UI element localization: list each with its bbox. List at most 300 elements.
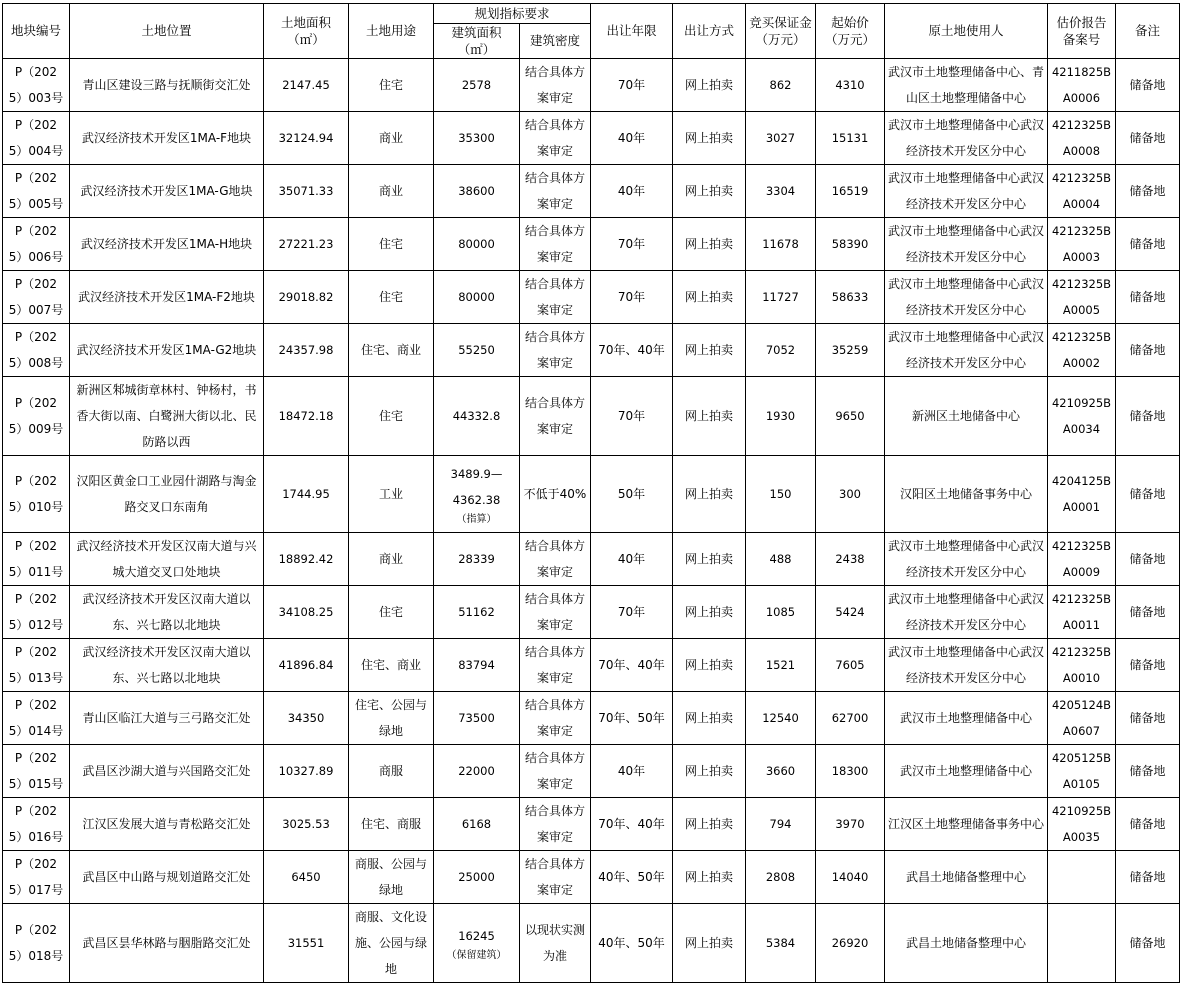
header-land-area-label: 土地面积 <box>280 15 331 30</box>
start-price-cell: 4310 <box>816 59 885 112</box>
parcel-no-cell <box>3 692 70 745</box>
build-area-value: 2578 <box>461 78 492 92</box>
parcel-no-line1: P（202 <box>14 171 58 185</box>
parcel-no-line1: P（202 <box>14 645 58 659</box>
original-user-cell: 新洲区土地储备中心 <box>885 377 1048 456</box>
density-cell: 结合具体方案审定 <box>520 851 591 904</box>
land-area-cell: 35071.33 <box>264 165 349 218</box>
parcel-no-cell <box>3 639 70 692</box>
parcel-no-cell <box>3 851 70 904</box>
parcel-no-cell <box>3 533 70 586</box>
header-deposit-unit: （万元） <box>755 32 806 47</box>
remark-cell: 储备地 <box>1116 692 1180 745</box>
remark-cell: 储备地 <box>1116 456 1180 533</box>
table-row <box>3 639 1180 692</box>
parcel-no-line1: P（202 <box>14 698 58 712</box>
report-no-cell <box>1048 586 1116 639</box>
report-no-line1: 4212325B <box>1051 171 1112 185</box>
method-cell: 网上拍卖 <box>673 165 746 218</box>
density-cell: 结合具体方案审定 <box>520 271 591 324</box>
header-start-price-label: 起始价 <box>831 15 869 30</box>
location-cell: 武汉经济技术开发区汉南大道以东、兴七路以北地块 <box>70 586 264 639</box>
remark-cell: 储备地 <box>1116 904 1180 983</box>
parcel-no-line1: P（202 <box>14 539 58 553</box>
table-row <box>3 798 1180 851</box>
report-no-line1: 4210925B <box>1051 804 1112 818</box>
parcel-no-line1: P（202 <box>14 330 58 344</box>
deposit-cell: 794 <box>746 798 816 851</box>
location-cell: 武汉经济技术开发区1MA-G2地块 <box>70 324 264 377</box>
parcel-no-cell <box>3 456 70 533</box>
remark-cell: 储备地 <box>1116 59 1180 112</box>
density-cell: 不低于40% <box>520 456 591 533</box>
parcel-no-line1: P（202 <box>14 224 58 238</box>
build-area-value: 55250 <box>458 343 495 357</box>
density-cell: 结合具体方案审定 <box>520 798 591 851</box>
deposit-cell: 7052 <box>746 324 816 377</box>
build-area-cell <box>434 904 520 983</box>
parcel-no-cell <box>3 165 70 218</box>
table-row <box>3 59 1180 112</box>
location-cell: 武昌区昙华林路与胭脂路交汇处 <box>70 904 264 983</box>
build-area-value: 3489.9—4362.38 <box>450 467 503 507</box>
term-cell: 40年 <box>591 112 673 165</box>
deposit-cell: 12540 <box>746 692 816 745</box>
land-auction-table-wrapper <box>2 3 1180 983</box>
land-area-cell: 10327.89 <box>264 745 349 798</box>
original-user-cell: 武汉市土地整理储备中心武汉经济技术开发区分中心 <box>885 165 1048 218</box>
land-auction-table <box>2 3 1180 983</box>
report-no-cell <box>1048 112 1116 165</box>
term-cell: 70年 <box>591 586 673 639</box>
term-cell: 70年、40年 <box>591 639 673 692</box>
land-use-cell: 商业 <box>349 112 434 165</box>
parcel-no-cell <box>3 904 70 983</box>
land-use-cell: 商服、文化设施、公园与绿地 <box>349 904 434 983</box>
build-area-value: 73500 <box>458 711 495 725</box>
density-cell: 结合具体方案审定 <box>520 377 591 456</box>
original-user-cell: 武汉市土地整理储备中心武汉经济技术开发区分中心 <box>885 533 1048 586</box>
parcel-no-cell <box>3 218 70 271</box>
header-start-price <box>816 4 885 59</box>
report-no-line2: A0011 <box>1062 618 1101 632</box>
density-cell: 结合具体方案审定 <box>520 59 591 112</box>
header-build-area-label: 建筑面积 <box>451 25 502 40</box>
remark-cell: 储备地 <box>1116 745 1180 798</box>
original-user-cell: 武汉市土地整理储备中心武汉经济技术开发区分中心 <box>885 112 1048 165</box>
start-price-cell: 16519 <box>816 165 885 218</box>
header-term: 出让年限 <box>591 4 673 59</box>
build-area-cell <box>434 112 520 165</box>
report-no-line2: A0005 <box>1062 303 1101 317</box>
start-price-cell: 5424 <box>816 586 885 639</box>
method-cell: 网上拍卖 <box>673 218 746 271</box>
table-row <box>3 324 1180 377</box>
parcel-no-cell <box>3 745 70 798</box>
report-no-line2: A0035 <box>1062 830 1101 844</box>
deposit-cell: 488 <box>746 533 816 586</box>
remark-cell: 储备地 <box>1116 533 1180 586</box>
original-user-cell: 武汉市土地整理储备中心武汉经济技术开发区分中心 <box>885 639 1048 692</box>
build-area-value: 44332.8 <box>452 409 501 423</box>
parcel-no-line2: 5）017号 <box>8 883 64 897</box>
land-area-cell: 32124.94 <box>264 112 349 165</box>
report-no-line1: 4212325B <box>1051 539 1112 553</box>
land-area-cell: 18892.42 <box>264 533 349 586</box>
build-area-value: 80000 <box>458 290 495 304</box>
land-use-cell: 商业 <box>349 533 434 586</box>
header-deposit <box>746 4 816 59</box>
location-cell: 武汉经济技术开发区汉南大道与兴城大道交叉口处地块 <box>70 533 264 586</box>
build-area-cell <box>434 218 520 271</box>
remark-cell: 储备地 <box>1116 324 1180 377</box>
original-user-cell: 武汉市土地整理储备中心武汉经济技术开发区分中心 <box>885 271 1048 324</box>
density-cell: 结合具体方案审定 <box>520 218 591 271</box>
header-deposit-label: 竞买保证金 <box>749 15 812 30</box>
header-build-area-unit: （㎡） <box>457 42 496 57</box>
deposit-cell: 150 <box>746 456 816 533</box>
land-use-cell: 住宅、公园与绿地 <box>349 692 434 745</box>
parcel-no-line2: 5）012号 <box>8 618 64 632</box>
table-row <box>3 456 1180 533</box>
land-use-cell: 住宅 <box>349 271 434 324</box>
land-use-cell: 住宅、商业 <box>349 324 434 377</box>
remark-cell: 储备地 <box>1116 218 1180 271</box>
start-price-cell: 58633 <box>816 271 885 324</box>
deposit-cell: 1930 <box>746 377 816 456</box>
header-remark: 备注 <box>1116 4 1180 59</box>
land-area-cell: 24357.98 <box>264 324 349 377</box>
land-use-cell: 住宅 <box>349 586 434 639</box>
report-no-line1: 4212325B <box>1051 224 1112 238</box>
land-use-cell: 工业 <box>349 456 434 533</box>
table-row <box>3 745 1180 798</box>
report-no-cell <box>1048 798 1116 851</box>
report-no-cell <box>1048 324 1116 377</box>
header-build-density: 建筑密度 <box>520 24 591 59</box>
report-no-cell <box>1048 218 1116 271</box>
location-cell: 武汉经济技术开发区1MA-F地块 <box>70 112 264 165</box>
location-cell: 武汉经济技术开发区汉南大道以东、兴七路以北地块 <box>70 639 264 692</box>
deposit-cell: 1521 <box>746 639 816 692</box>
method-cell: 网上拍卖 <box>673 533 746 586</box>
method-cell: 网上拍卖 <box>673 271 746 324</box>
term-cell: 50年 <box>591 456 673 533</box>
term-cell: 40年 <box>591 165 673 218</box>
build-area-cell <box>434 798 520 851</box>
term-cell: 70年、40年 <box>591 798 673 851</box>
land-use-cell: 住宅 <box>349 377 434 456</box>
parcel-no-line1: P（202 <box>14 923 58 937</box>
report-no-cell <box>1048 745 1116 798</box>
build-area-value: 25000 <box>458 870 495 884</box>
location-cell: 江汉区发展大道与青松路交汇处 <box>70 798 264 851</box>
method-cell: 网上拍卖 <box>673 586 746 639</box>
method-cell: 网上拍卖 <box>673 851 746 904</box>
parcel-no-line2: 5）016号 <box>8 830 64 844</box>
header-original-user: 原土地使用人 <box>885 4 1048 59</box>
original-user-cell: 汉阳区土地储备事务中心 <box>885 456 1048 533</box>
report-no-line2: A0010 <box>1062 671 1101 685</box>
term-cell: 40年 <box>591 745 673 798</box>
location-cell: 新洲区邾城街章林村、钟杨村，书香大街以南、白鹭洲大街以北、民防路以西 <box>70 377 264 456</box>
land-area-cell: 34350 <box>264 692 349 745</box>
build-area-cell <box>434 533 520 586</box>
header-report-no-line2: 备案号 <box>1062 32 1101 47</box>
report-no-line1: 4205124B <box>1051 698 1112 712</box>
remark-cell: 储备地 <box>1116 377 1180 456</box>
density-cell: 结合具体方案审定 <box>520 112 591 165</box>
start-price-cell: 14040 <box>816 851 885 904</box>
report-no-line1: 4212325B <box>1051 118 1112 132</box>
deposit-cell: 3304 <box>746 165 816 218</box>
parcel-no-line2: 5）014号 <box>8 724 64 738</box>
land-use-cell: 住宅 <box>349 59 434 112</box>
density-cell: 以现状实测为准 <box>520 904 591 983</box>
header-land-area-unit: （㎡） <box>287 32 325 47</box>
parcel-no-line2: 5）003号 <box>8 91 64 105</box>
deposit-cell: 1085 <box>746 586 816 639</box>
report-no-line2: A0002 <box>1062 356 1101 370</box>
parcel-no-line2: 5）010号 <box>8 500 64 514</box>
term-cell: 40年、50年 <box>591 904 673 983</box>
land-area-cell: 18472.18 <box>264 377 349 456</box>
location-cell: 武汉经济技术开发区1MA-F2地块 <box>70 271 264 324</box>
table-row <box>3 586 1180 639</box>
table-row <box>3 271 1180 324</box>
start-price-cell: 2438 <box>816 533 885 586</box>
density-cell: 结合具体方案审定 <box>520 639 591 692</box>
parcel-no-line1: P（202 <box>14 804 58 818</box>
report-no-cell <box>1048 692 1116 745</box>
parcel-no-line1: P（202 <box>14 474 58 488</box>
term-cell: 40年 <box>591 533 673 586</box>
start-price-cell: 300 <box>816 456 885 533</box>
land-area-cell: 27221.23 <box>264 218 349 271</box>
report-no-cell <box>1048 456 1116 533</box>
parcel-no-line1: P（202 <box>14 751 58 765</box>
report-no-line2: A0004 <box>1062 197 1101 211</box>
location-cell: 青山区建设三路与抚顺街交汇处 <box>70 59 264 112</box>
parcel-no-line2: 5）013号 <box>8 671 64 685</box>
report-no-cell <box>1048 377 1116 456</box>
method-cell: 网上拍卖 <box>673 639 746 692</box>
parcel-no-cell <box>3 324 70 377</box>
table-row <box>3 112 1180 165</box>
original-user-cell: 武汉市土地整理储备中心武汉经济技术开发区分中心 <box>885 218 1048 271</box>
header-parcel-no: 地块编号 <box>3 4 70 59</box>
parcel-no-line1: P（202 <box>14 857 58 871</box>
header-location: 土地位置 <box>70 4 264 59</box>
header-row-1 <box>3 4 1180 24</box>
land-use-cell: 住宅 <box>349 218 434 271</box>
header-build-area <box>434 24 520 59</box>
table-row <box>3 851 1180 904</box>
build-area-cell <box>434 639 520 692</box>
table-row <box>3 165 1180 218</box>
deposit-cell: 11727 <box>746 271 816 324</box>
remark-cell: 储备地 <box>1116 798 1180 851</box>
location-cell: 武汉经济技术开发区1MA-G地块 <box>70 165 264 218</box>
build-area-cell <box>434 586 520 639</box>
start-price-cell: 3970 <box>816 798 885 851</box>
parcel-no-line2: 5）006号 <box>8 250 64 264</box>
land-use-cell: 住宅、商业 <box>349 639 434 692</box>
parcel-no-line2: 5）005号 <box>8 197 64 211</box>
start-price-cell: 15131 <box>816 112 885 165</box>
method-cell: 网上拍卖 <box>673 377 746 456</box>
original-user-cell: 江汉区土地整理储备事务中心 <box>885 798 1048 851</box>
parcel-no-cell <box>3 59 70 112</box>
start-price-cell: 26920 <box>816 904 885 983</box>
parcel-no-line2: 5）004号 <box>8 144 64 158</box>
deposit-cell: 3027 <box>746 112 816 165</box>
report-no-cell <box>1048 533 1116 586</box>
original-user-cell: 武汉市土地整理储备中心 <box>885 692 1048 745</box>
build-area-value: 51162 <box>458 605 495 619</box>
remark-cell: 储备地 <box>1116 586 1180 639</box>
original-user-cell: 武汉市土地整理储备中心、青山区土地整理储备中心 <box>885 59 1048 112</box>
parcel-no-line1: P（202 <box>14 118 58 132</box>
report-no-line2: A0008 <box>1062 144 1101 158</box>
method-cell: 网上拍卖 <box>673 59 746 112</box>
report-no-line1: 4205125B <box>1051 751 1112 765</box>
build-area-value: 6168 <box>461 817 492 831</box>
build-area-cell <box>434 745 520 798</box>
term-cell: 70年、50年 <box>591 692 673 745</box>
land-use-cell: 住宅、商服 <box>349 798 434 851</box>
method-cell: 网上拍卖 <box>673 112 746 165</box>
parcel-no-line2: 5）015号 <box>8 777 64 791</box>
parcel-no-cell <box>3 112 70 165</box>
build-area-cell <box>434 59 520 112</box>
land-use-cell: 商服 <box>349 745 434 798</box>
original-user-cell: 武昌土地储备整理中心 <box>885 904 1048 983</box>
original-user-cell: 武汉市土地整理储备中心 <box>885 745 1048 798</box>
build-area-cell <box>434 165 520 218</box>
term-cell: 70年、40年 <box>591 324 673 377</box>
header-report-no-line1: 估价报告 <box>1056 15 1107 30</box>
method-cell: 网上拍卖 <box>673 904 746 983</box>
land-area-cell: 41896.84 <box>264 639 349 692</box>
report-no-line1: 4212325B <box>1051 277 1112 291</box>
table-row <box>3 692 1180 745</box>
density-cell: 结合具体方案审定 <box>520 586 591 639</box>
original-user-cell: 武汉市土地整理储备中心武汉经济技术开发区分中心 <box>885 586 1048 639</box>
remark-cell: 储备地 <box>1116 165 1180 218</box>
parcel-no-line2: 5）018号 <box>8 949 64 963</box>
original-user-cell: 武汉市土地整理储备中心武汉经济技术开发区分中心 <box>885 324 1048 377</box>
location-cell: 武汉经济技术开发区1MA-H地块 <box>70 218 264 271</box>
term-cell: 70年 <box>591 218 673 271</box>
land-area-cell: 34108.25 <box>264 586 349 639</box>
report-no-cell <box>1048 639 1116 692</box>
report-no-line1: 4212325B <box>1051 645 1112 659</box>
report-no-line2: A0006 <box>1062 91 1101 105</box>
start-price-cell: 35259 <box>816 324 885 377</box>
report-no-cell <box>1048 271 1116 324</box>
term-cell: 70年 <box>591 59 673 112</box>
report-no-cell <box>1048 904 1116 983</box>
location-cell: 汉阳区黄金口工业园什湖路与淘金路交叉口东南角 <box>70 456 264 533</box>
report-no-cell <box>1048 165 1116 218</box>
remark-cell: 储备地 <box>1116 851 1180 904</box>
original-user-cell: 武昌土地储备整理中心 <box>885 851 1048 904</box>
land-area-cell: 31551 <box>264 904 349 983</box>
build-area-cell <box>434 377 520 456</box>
build-area-cell <box>434 692 520 745</box>
method-cell: 网上拍卖 <box>673 692 746 745</box>
density-cell: 结合具体方案审定 <box>520 692 591 745</box>
parcel-no-line1: P（202 <box>14 277 58 291</box>
start-price-cell: 18300 <box>816 745 885 798</box>
deposit-cell: 11678 <box>746 218 816 271</box>
term-cell: 70年 <box>591 271 673 324</box>
density-cell: 结合具体方案审定 <box>520 165 591 218</box>
report-no-cell <box>1048 851 1116 904</box>
report-no-line2: A0001 <box>1062 500 1101 514</box>
build-area-cell <box>434 324 520 377</box>
build-area-value: 35300 <box>458 131 495 145</box>
build-area-value: 22000 <box>458 764 495 778</box>
table-row <box>3 904 1180 983</box>
deposit-cell: 862 <box>746 59 816 112</box>
method-cell: 网上拍卖 <box>673 456 746 533</box>
density-cell: 结合具体方案审定 <box>520 533 591 586</box>
term-cell: 70年 <box>591 377 673 456</box>
parcel-no-line2: 5）008号 <box>8 356 64 370</box>
build-area-cell <box>434 851 520 904</box>
report-no-line1: 4212325B <box>1051 592 1112 606</box>
land-area-cell: 2147.45 <box>264 59 349 112</box>
land-area-cell: 29018.82 <box>264 271 349 324</box>
build-area-note: （保留建筑） <box>446 950 507 961</box>
build-area-note: （指算） <box>456 514 497 525</box>
land-area-cell: 3025.53 <box>264 798 349 851</box>
build-area-value: 83794 <box>458 658 495 672</box>
table-row <box>3 377 1180 456</box>
parcel-no-cell <box>3 377 70 456</box>
build-area-value: 28339 <box>458 552 495 566</box>
parcel-no-line1: P（202 <box>14 396 58 410</box>
remark-cell: 储备地 <box>1116 112 1180 165</box>
table-body <box>3 59 1180 983</box>
report-no-line1: 4210925B <box>1051 396 1112 410</box>
land-area-cell: 6450 <box>264 851 349 904</box>
parcel-no-cell <box>3 798 70 851</box>
parcel-no-cell <box>3 586 70 639</box>
header-start-price-unit: （万元） <box>824 32 875 47</box>
land-use-cell: 商业 <box>349 165 434 218</box>
deposit-cell: 5384 <box>746 904 816 983</box>
report-no-line1: 4212325B <box>1051 330 1112 344</box>
density-cell: 结合具体方案审定 <box>520 324 591 377</box>
report-no-cell <box>1048 59 1116 112</box>
start-price-cell: 7605 <box>816 639 885 692</box>
build-area-value: 16245 <box>458 929 495 943</box>
deposit-cell: 2808 <box>746 851 816 904</box>
header-method: 出让方式 <box>673 4 746 59</box>
term-cell: 40年、50年 <box>591 851 673 904</box>
report-no-line2: A0105 <box>1062 777 1101 791</box>
location-cell: 武昌区沙湖大道与兴国路交汇处 <box>70 745 264 798</box>
method-cell: 网上拍卖 <box>673 324 746 377</box>
header-report-no <box>1048 4 1116 59</box>
build-area-value: 80000 <box>458 237 495 251</box>
report-no-line2: A0003 <box>1062 250 1101 264</box>
table-row <box>3 218 1180 271</box>
parcel-no-line1: P（202 <box>14 65 58 79</box>
